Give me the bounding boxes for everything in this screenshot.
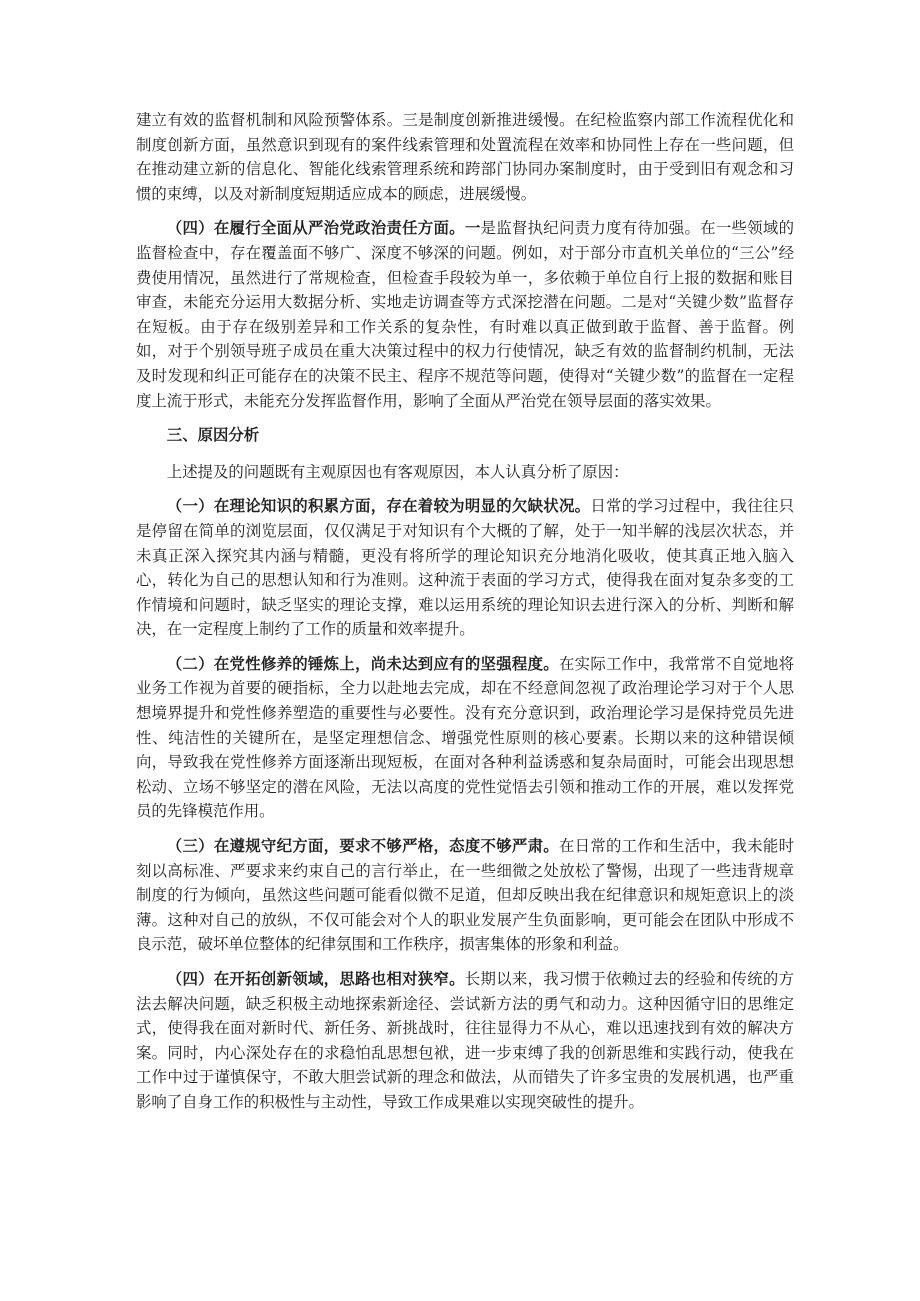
paragraph-party-spirit	[136, 652, 794, 824]
paragraph-lead: （一）在理论知识的积累方面，存在着较为明显的欠缺状况。	[166, 497, 591, 516]
paragraph-text: 是监督执纪问责力度有待加强。在一些领域的监督检查中，存在覆盖面不够广、深度不够深的问题。例如，对于部分市直机关单位的“三公”经费使用情况，虽然进行了常规检查，但检查手段较为单一，多依赖于单位自行上报的数据和账目审查，未能充分运用大数据分析、实地走访调查等方式深挖潜在问题。二是对“关键少数”监督存在短板。由于存在级别差异和工作关系的复杂性，有时难以真正做到敢于监督、善于监督。例如，对于个别领导班子成员在重大决策过程中的权力行使情况，缺乏有效的监督制约机制，无法及时发现和纠正可能存在的决策不民主、程序不规范等问题，使得对“关键少数”的监督在一定程度上流于形式，未能充分发挥监督作用，影响了全面从严治党在领导层面的落实效果。	[136, 219, 794, 410]
paragraph-text: 建立有效的监督机制和风险预警体系。三是制度创新推进缓慢。在纪检监察内部工作流程优化和制度创新方面，虽然意识到现有的案件线索管理和处置流程在效率和协同性上存在一些问题，但在推动建立新的信息化、智能化线索管理系统和跨部门协同办案制度时，由于受到旧有观念和习惯的束缚，以及对新制度短期适应成本的顾虑，进展缓慢。	[136, 111, 794, 203]
section-intro: 上述提及的问题既有主观原因也有客观原因，本人认真分析了原因：	[166, 462, 629, 481]
paragraph-text: 在日常的工作和生活中，我未能时刻以高标准、严要求来约束自己的言行举止，在一些细微之处放松了警惕，出现了一些违背规章制度的行为倾向，虽然这些问题可能看似微不足道，但却反映出我在纪律意识和规矩意识上的淡薄。这种对自己的放纵，不仅可能会对个人的职业发展产生负面影响，更可能会在团队中形成不良示范，破坏单位整体的纪律氛围和工作秩序，损害集体的形象和利益。	[136, 837, 794, 954]
paragraph-lead: （三）在遵规守纪方面，要求不够严格，态度不够严肃。	[166, 837, 559, 856]
paragraph-text: 在实际工作中，我常常不自觉地将业务工作视为首要的硬指标，全力以赴地去完成，却在不经意间忽视了政治理论学习对于个人思想境界提升和党性修养塑造的重要性与必要性。没有充分意识到，政治理论学习是保持党员先进性、纯洁性的关键所在，是坚定理想信念、增强党性原则的核心要素。长期以来的这种错误倾向，导致我在党性修养方面逐渐出现短板，在面对各种利益诱惑和复杂局面时，可能会出现思想松动、立场不够坚定的潜在风险，无法以高度的党性觉悟去引领和推动工作的开展，难以发挥党员的先锋模范作用。	[136, 654, 794, 821]
paragraph-text: 日常的学习过程中，我往往只是停留在简单的浏览层面，仅仅满足于对知识有个大概的了解，处于一知半解的浅层次状态，并未真正深入探究其内涵与精髓，更没有将所学的理论知识充分地消化吸收，使其真正地入脑入心，转化为自己的思想认知和行为准则。这种流于表面的学习方式，使得我在面对复杂多变的工作情境和问题时，缺乏坚实的理论支撑，难以运用系统的理论知识去进行深入的分析、判断和解决，在一定程度上制约了工作的质量和效率提升。	[136, 497, 794, 639]
paragraph-discipline	[136, 834, 794, 957]
paragraph-continuation	[136, 108, 794, 206]
paragraph-innovation	[136, 967, 794, 1115]
paragraph-lead: （二）在党性修养的锤炼上，尚未达到应有的坚强程度。	[166, 654, 559, 673]
paragraph-text: 长期以来，我习惯于依赖过去的经验和传统的方法去解决问题，缺乏积极主动地探索新途径、尝试新方法的勇气和动力。这种因循守旧的思维定式，使得我在面对新时代、新任务、新挑战时，往往显得力不从心，难以迅速找到有效的解决方案。同时，内心深处存在的求稳怕乱思想包袱，进一步束缚了我的创新思维和实践行动，使我在工作中过于谨慎保守，不敢大胆尝试新的理念和做法，从而错失了许多宝贵的发展机遇，也严重影响了自身工作的积极性与主动性，导致工作成果难以实现突破性的提升。	[136, 970, 794, 1111]
paragraph-theory	[136, 494, 794, 642]
section-heading: 三、原因分析	[166, 426, 260, 445]
document-page	[136, 108, 794, 1125]
paragraph-party-responsibility	[136, 216, 794, 413]
paragraph-lead: （四）在履行全面从严治党政治责任方面。一	[166, 219, 481, 238]
paragraph-lead: （四）在开拓创新领域，思路也相对狭窄。	[166, 970, 465, 988]
